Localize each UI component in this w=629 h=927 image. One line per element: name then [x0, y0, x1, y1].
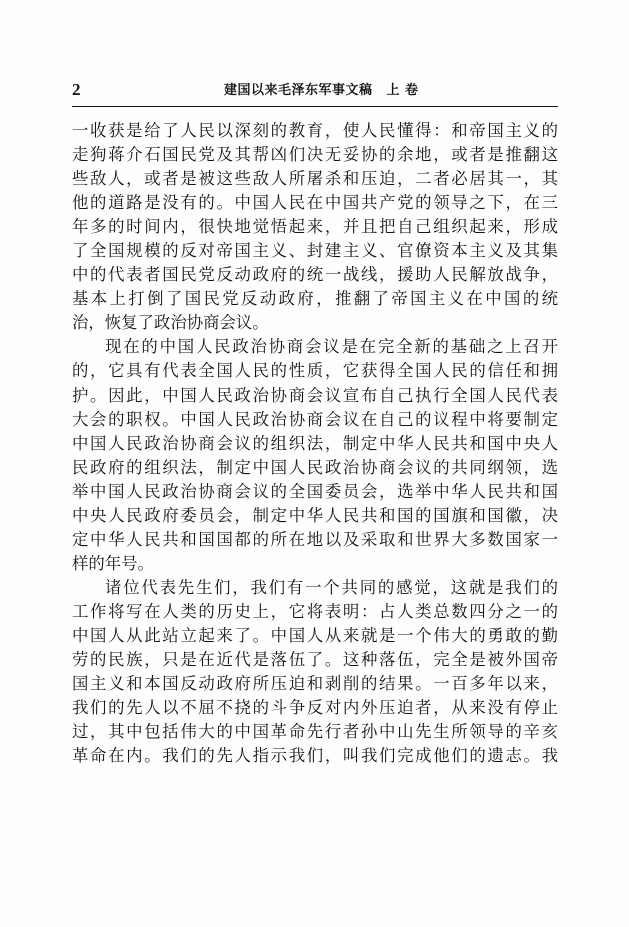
page-number: 2: [72, 80, 81, 99]
text-line: 现在的中国人民政治协商会议是在完全新的基础之上召开: [105, 337, 558, 357]
text-line: 中央人民政府委员会，制定中华人民共和国的国旗和国徽，决: [72, 505, 558, 525]
running-header: [72, 80, 558, 104]
running-title: [224, 82, 419, 100]
text-line: 中国人从此站立起来了。中国人从来就是一个伟大的勇敢的勤: [72, 625, 558, 645]
text-line: 年多的时间内，很快地觉悟起来，并且把自己组织起来，形成: [72, 217, 558, 237]
text-line: 工作将写在人类的历史上，它将表明：占人类总数四分之一的: [72, 601, 558, 621]
text-line: 中国人民政治协商会议的组织法，制定中华人民共和国中央人: [72, 433, 558, 453]
text-line: 样的年号。: [72, 553, 154, 573]
text-line: 的，它具有代表全国人民的性质，它获得全国人民的信任和拥: [72, 361, 558, 381]
book-title: 建国以来毛泽东军事文稿: [224, 83, 373, 98]
volume-label: 上 卷: [386, 83, 419, 98]
text-line: 大会的职权。中国人民政治协商会议在自己的议程中将要制定: [72, 409, 558, 429]
header-rule: [72, 106, 558, 107]
text-line: 走狗蒋介石国民党及其帮凶们决无妥协的余地，或者是推翻这: [72, 145, 558, 165]
text-line: 护。因此，中国人民政治协商会议宣布自己执行全国人民代表: [72, 385, 558, 405]
text-line: 劳的民族，只是在近代是落伍了。这种落伍，完全是被外国帝: [72, 650, 558, 670]
text-line: 他的道路是没有的。中国人民在中国共产党的领导之下，在三: [72, 193, 558, 213]
text-line: 我们的先人以不屈不挠的斗争反对内外压迫者，从来没有停止: [72, 698, 558, 718]
text-line: 基本上打倒了国民党反动政府，推翻了帝国主义在中国的统: [72, 289, 558, 309]
text-line: 举中国人民政治协商会议的全国委员会，选举中华人民共和国: [72, 481, 558, 501]
text-line: 民政府的组织法，制定中国人民政治协商会议的共同纲领，选: [72, 457, 558, 477]
text-line: 过，其中包括伟大的中国革命先行者孙中山先生所领导的辛亥: [72, 722, 558, 742]
text-line: 定中华人民共和国国都的所在地以及采取和世界大多数国家一: [72, 529, 558, 549]
text-line: 了全国规模的反对帝国主义、封建主义、官僚资本主义及其集: [72, 241, 558, 261]
text-line: 些敌人，或者是被这些敌人所屠杀和压迫，二者必居其一，其: [72, 169, 558, 189]
body-text: [72, 119, 558, 768]
text-line: 一收获是给了人民以深刻的教育，使人民懂得：和帝国主义的: [72, 121, 558, 140]
text-line: 治，恢复了政治协商会议。: [72, 313, 269, 333]
text-line: 诸位代表先生们，我们有一个共同的感觉，这就是我们的: [105, 577, 558, 597]
text-line: 国主义和本国反动政府所压迫和剥削的结果。一百多年以来，: [72, 674, 558, 694]
text-line: 革命在内。我们的先人指示我们，叫我们完成他们的遗志。我: [72, 746, 558, 766]
text-line: 中的代表者国民党反动政府的统一战线，援助人民解放战争，: [72, 265, 558, 285]
